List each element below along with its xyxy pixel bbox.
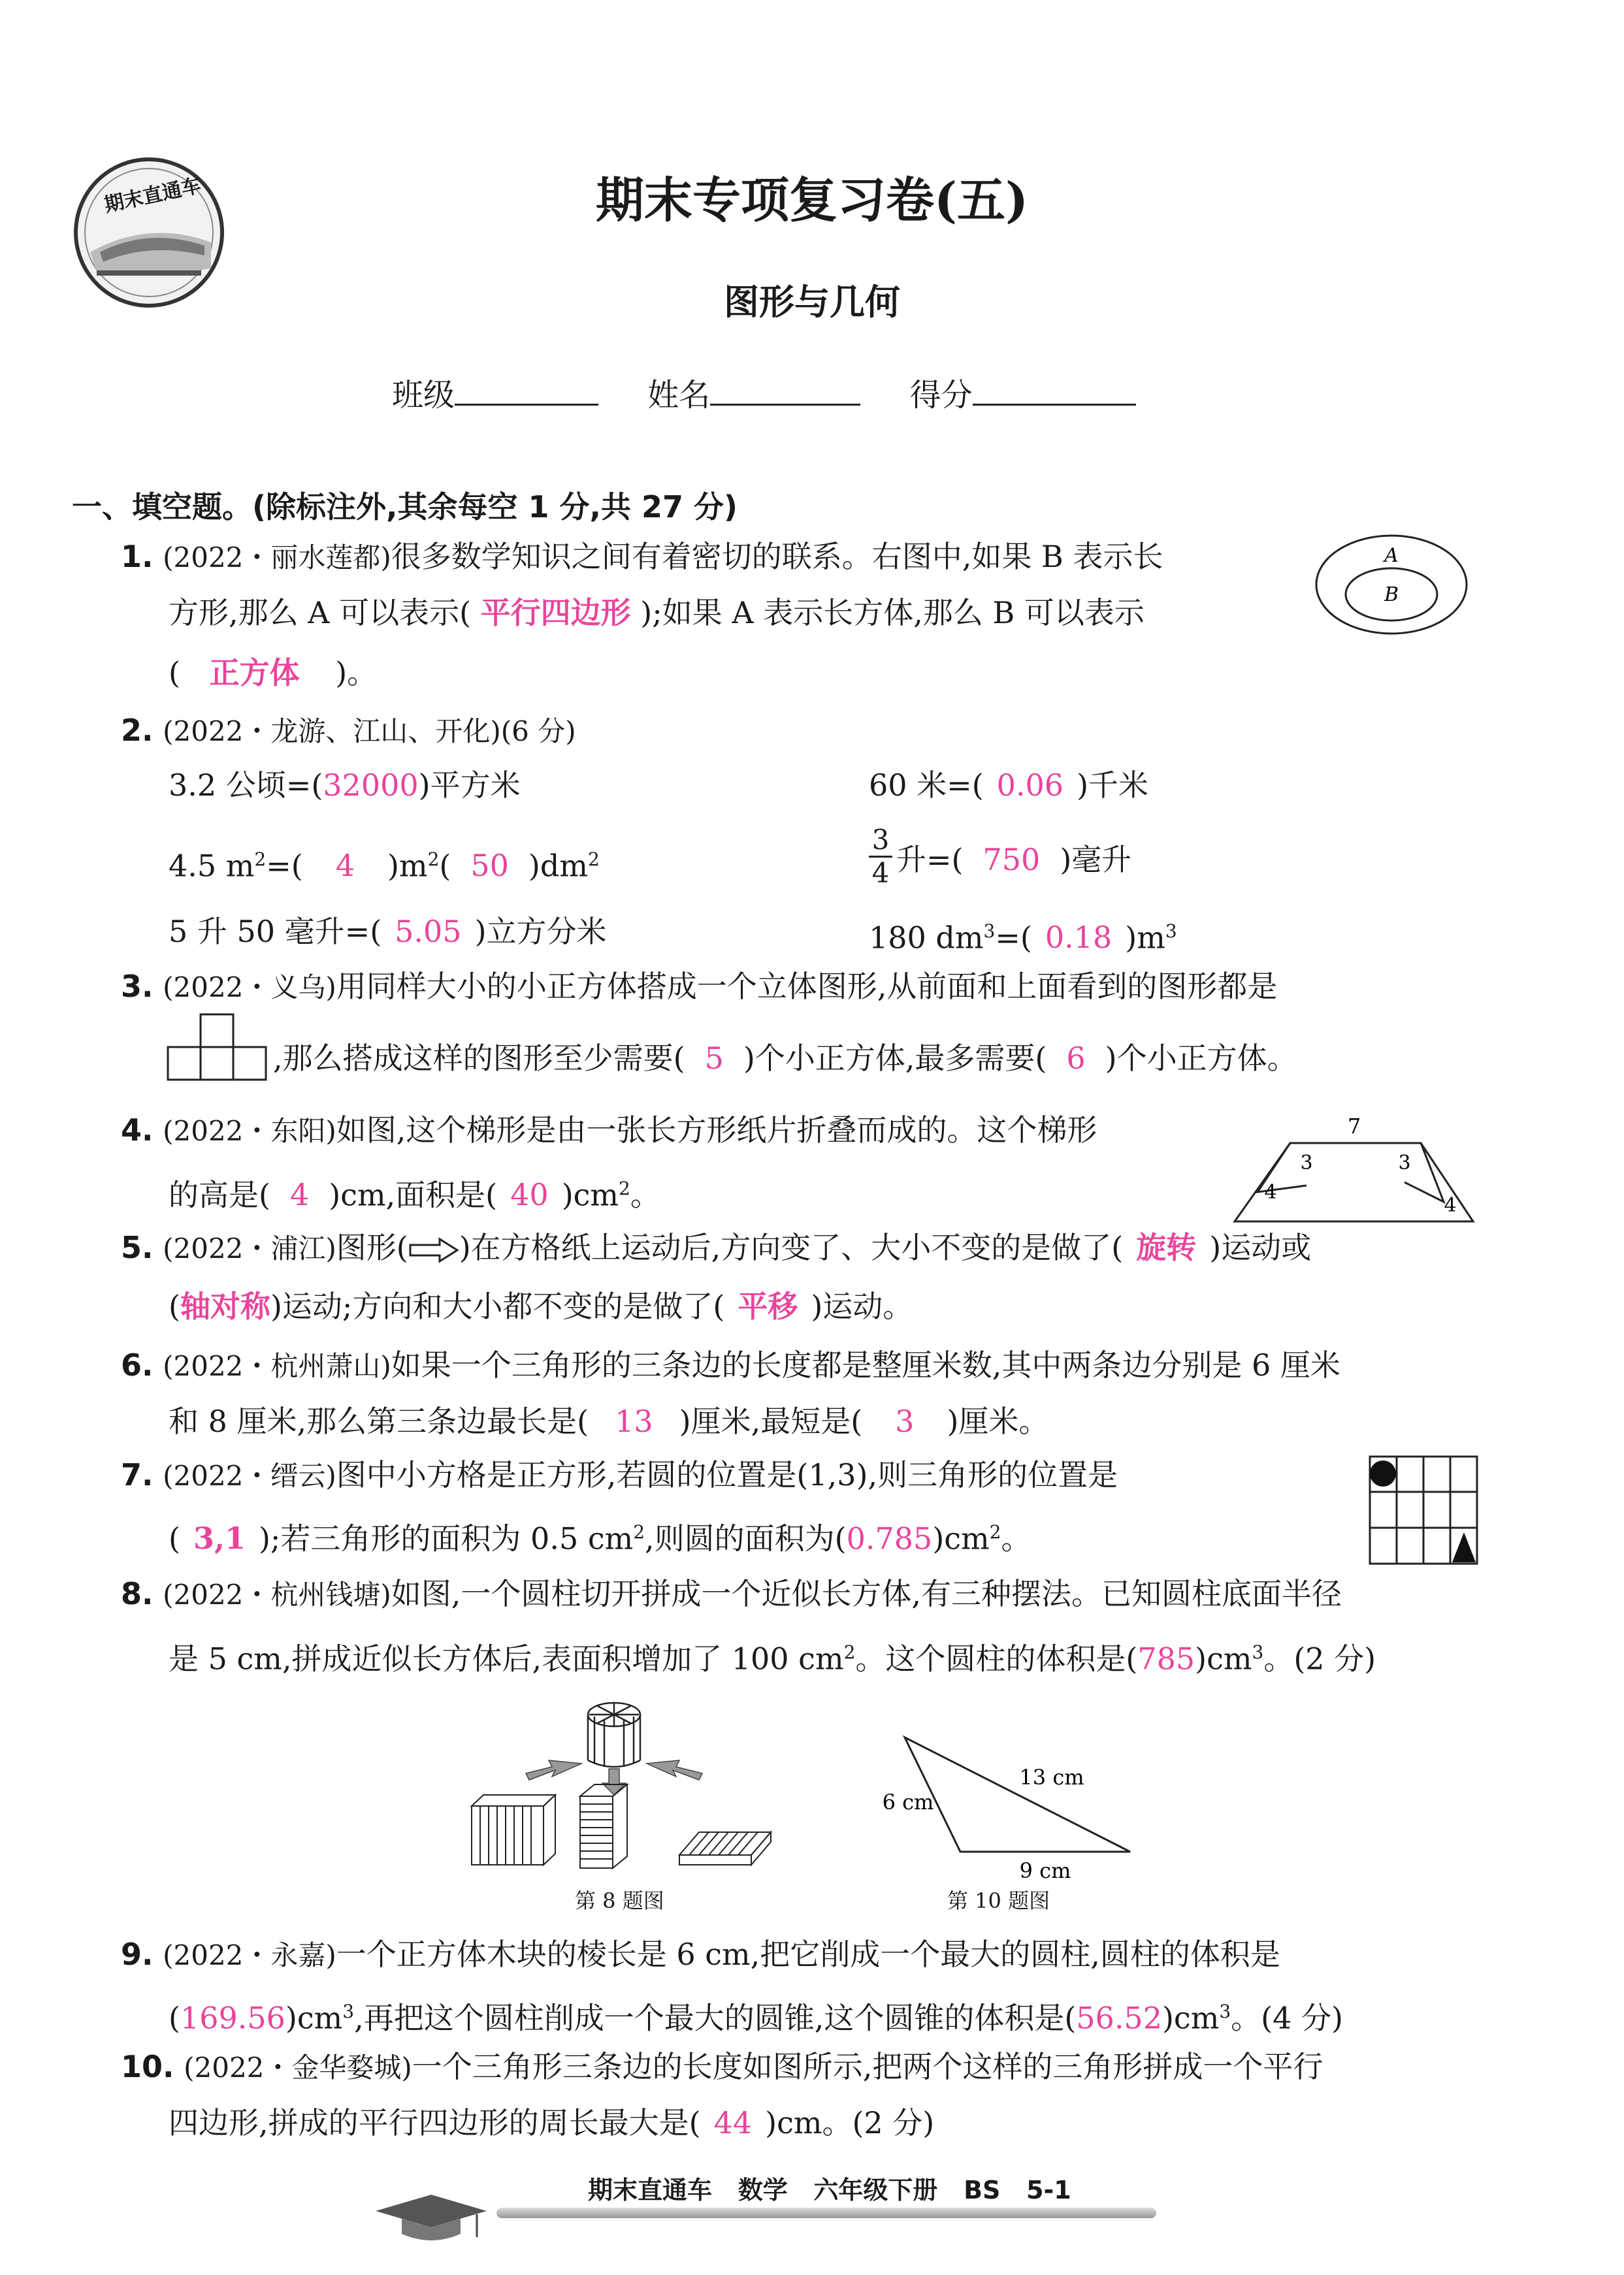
answer-blank[interactable]: 4 xyxy=(335,848,355,884)
answer-blank[interactable]: 56.52 xyxy=(1076,2000,1162,2036)
question-number: 1. xyxy=(121,539,154,574)
answer-blank[interactable]: 32000 xyxy=(323,767,419,803)
circle-marker-icon xyxy=(1370,1460,1396,1487)
answer-blank[interactable]: 13 xyxy=(615,1404,653,1439)
answer-blank[interactable]: 3,1 xyxy=(193,1521,246,1557)
triangle-figure xyxy=(869,1724,1143,1881)
figure-10-caption: 第 10 题图 xyxy=(947,1888,1050,1913)
answer-blank[interactable]: 平行四边形 xyxy=(480,595,631,630)
venn-label-b: B xyxy=(1384,583,1399,606)
answer-blank[interactable]: 0.18 xyxy=(1045,920,1112,956)
answer-blank[interactable]: 750 xyxy=(983,842,1041,877)
answer-blank[interactable]: 6 xyxy=(1066,1041,1086,1076)
answer-blank[interactable]: 旋转 xyxy=(1136,1230,1197,1265)
section-heading: 一、填空题。(除标注外,其余每空 1 分,共 27 分) xyxy=(72,489,738,524)
side-label-6: 6 cm xyxy=(882,1790,934,1815)
venn-diagram xyxy=(1313,532,1470,637)
side-label-9: 9 cm xyxy=(1019,1858,1071,1881)
cylinder-cut-figure xyxy=(464,1698,790,1875)
answer-blank[interactable]: 40 xyxy=(510,1177,549,1213)
name-field[interactable] xyxy=(710,375,860,406)
grid-figure xyxy=(1369,1455,1480,1566)
student-info-row xyxy=(392,370,1136,415)
answer-blank[interactable]: 0.785 xyxy=(846,1521,933,1557)
graduation-cap-icon xyxy=(372,2191,490,2250)
answer-blank[interactable]: 平移 xyxy=(738,1289,798,1324)
page-subtitle: 图形与几何 xyxy=(724,282,900,323)
svg-text:3: 3 xyxy=(1300,1152,1313,1174)
svg-text:7: 7 xyxy=(1347,1114,1361,1138)
footer-text: 期末直通车 数学 六年级下册 BS 5-1 xyxy=(588,2176,1071,2204)
answer-blank[interactable]: 5.05 xyxy=(395,914,462,949)
answer-blank[interactable]: 正方体 xyxy=(209,655,300,690)
figure-8-caption: 第 8 题图 xyxy=(575,1888,664,1913)
venn-label-a: A xyxy=(1384,544,1399,567)
answer-blank[interactable]: 50 xyxy=(470,848,509,884)
score-label: 得分 xyxy=(909,377,973,413)
side-label-13: 13 cm xyxy=(1019,1765,1084,1790)
trapezoid-figure xyxy=(1231,1110,1480,1228)
arrow-shape-icon xyxy=(408,1237,459,1263)
svg-text:4: 4 xyxy=(1264,1181,1277,1204)
triangle-marker-icon xyxy=(1452,1532,1476,1562)
fraction-three-quarters: 3 4 xyxy=(869,824,892,889)
answer-blank[interactable]: 44 xyxy=(713,2105,753,2140)
footer-bar xyxy=(496,2208,1156,2218)
answer-blank[interactable]: 785 xyxy=(1137,1641,1195,1677)
logo-text: 期末直通车 xyxy=(102,174,203,218)
page-title: 期末专项复习卷(五) xyxy=(595,172,1029,229)
answer-blank[interactable]: 轴对称 xyxy=(180,1289,270,1324)
svg-text:3: 3 xyxy=(1398,1152,1411,1174)
score-field[interactable] xyxy=(973,375,1136,406)
answer-blank[interactable]: 169.56 xyxy=(180,2000,285,2036)
block-view-figure xyxy=(167,1011,271,1083)
answer-blank[interactable]: 3 xyxy=(895,1404,915,1439)
class-label: 班级 xyxy=(392,377,455,413)
answer-blank[interactable]: 5 xyxy=(704,1041,724,1076)
answer-blank[interactable]: 0.06 xyxy=(996,767,1064,803)
name-label: 姓名 xyxy=(647,377,711,413)
answer-blank[interactable]: 4 xyxy=(289,1177,310,1213)
svg-text:4: 4 xyxy=(1444,1194,1457,1217)
class-field[interactable] xyxy=(455,375,598,406)
